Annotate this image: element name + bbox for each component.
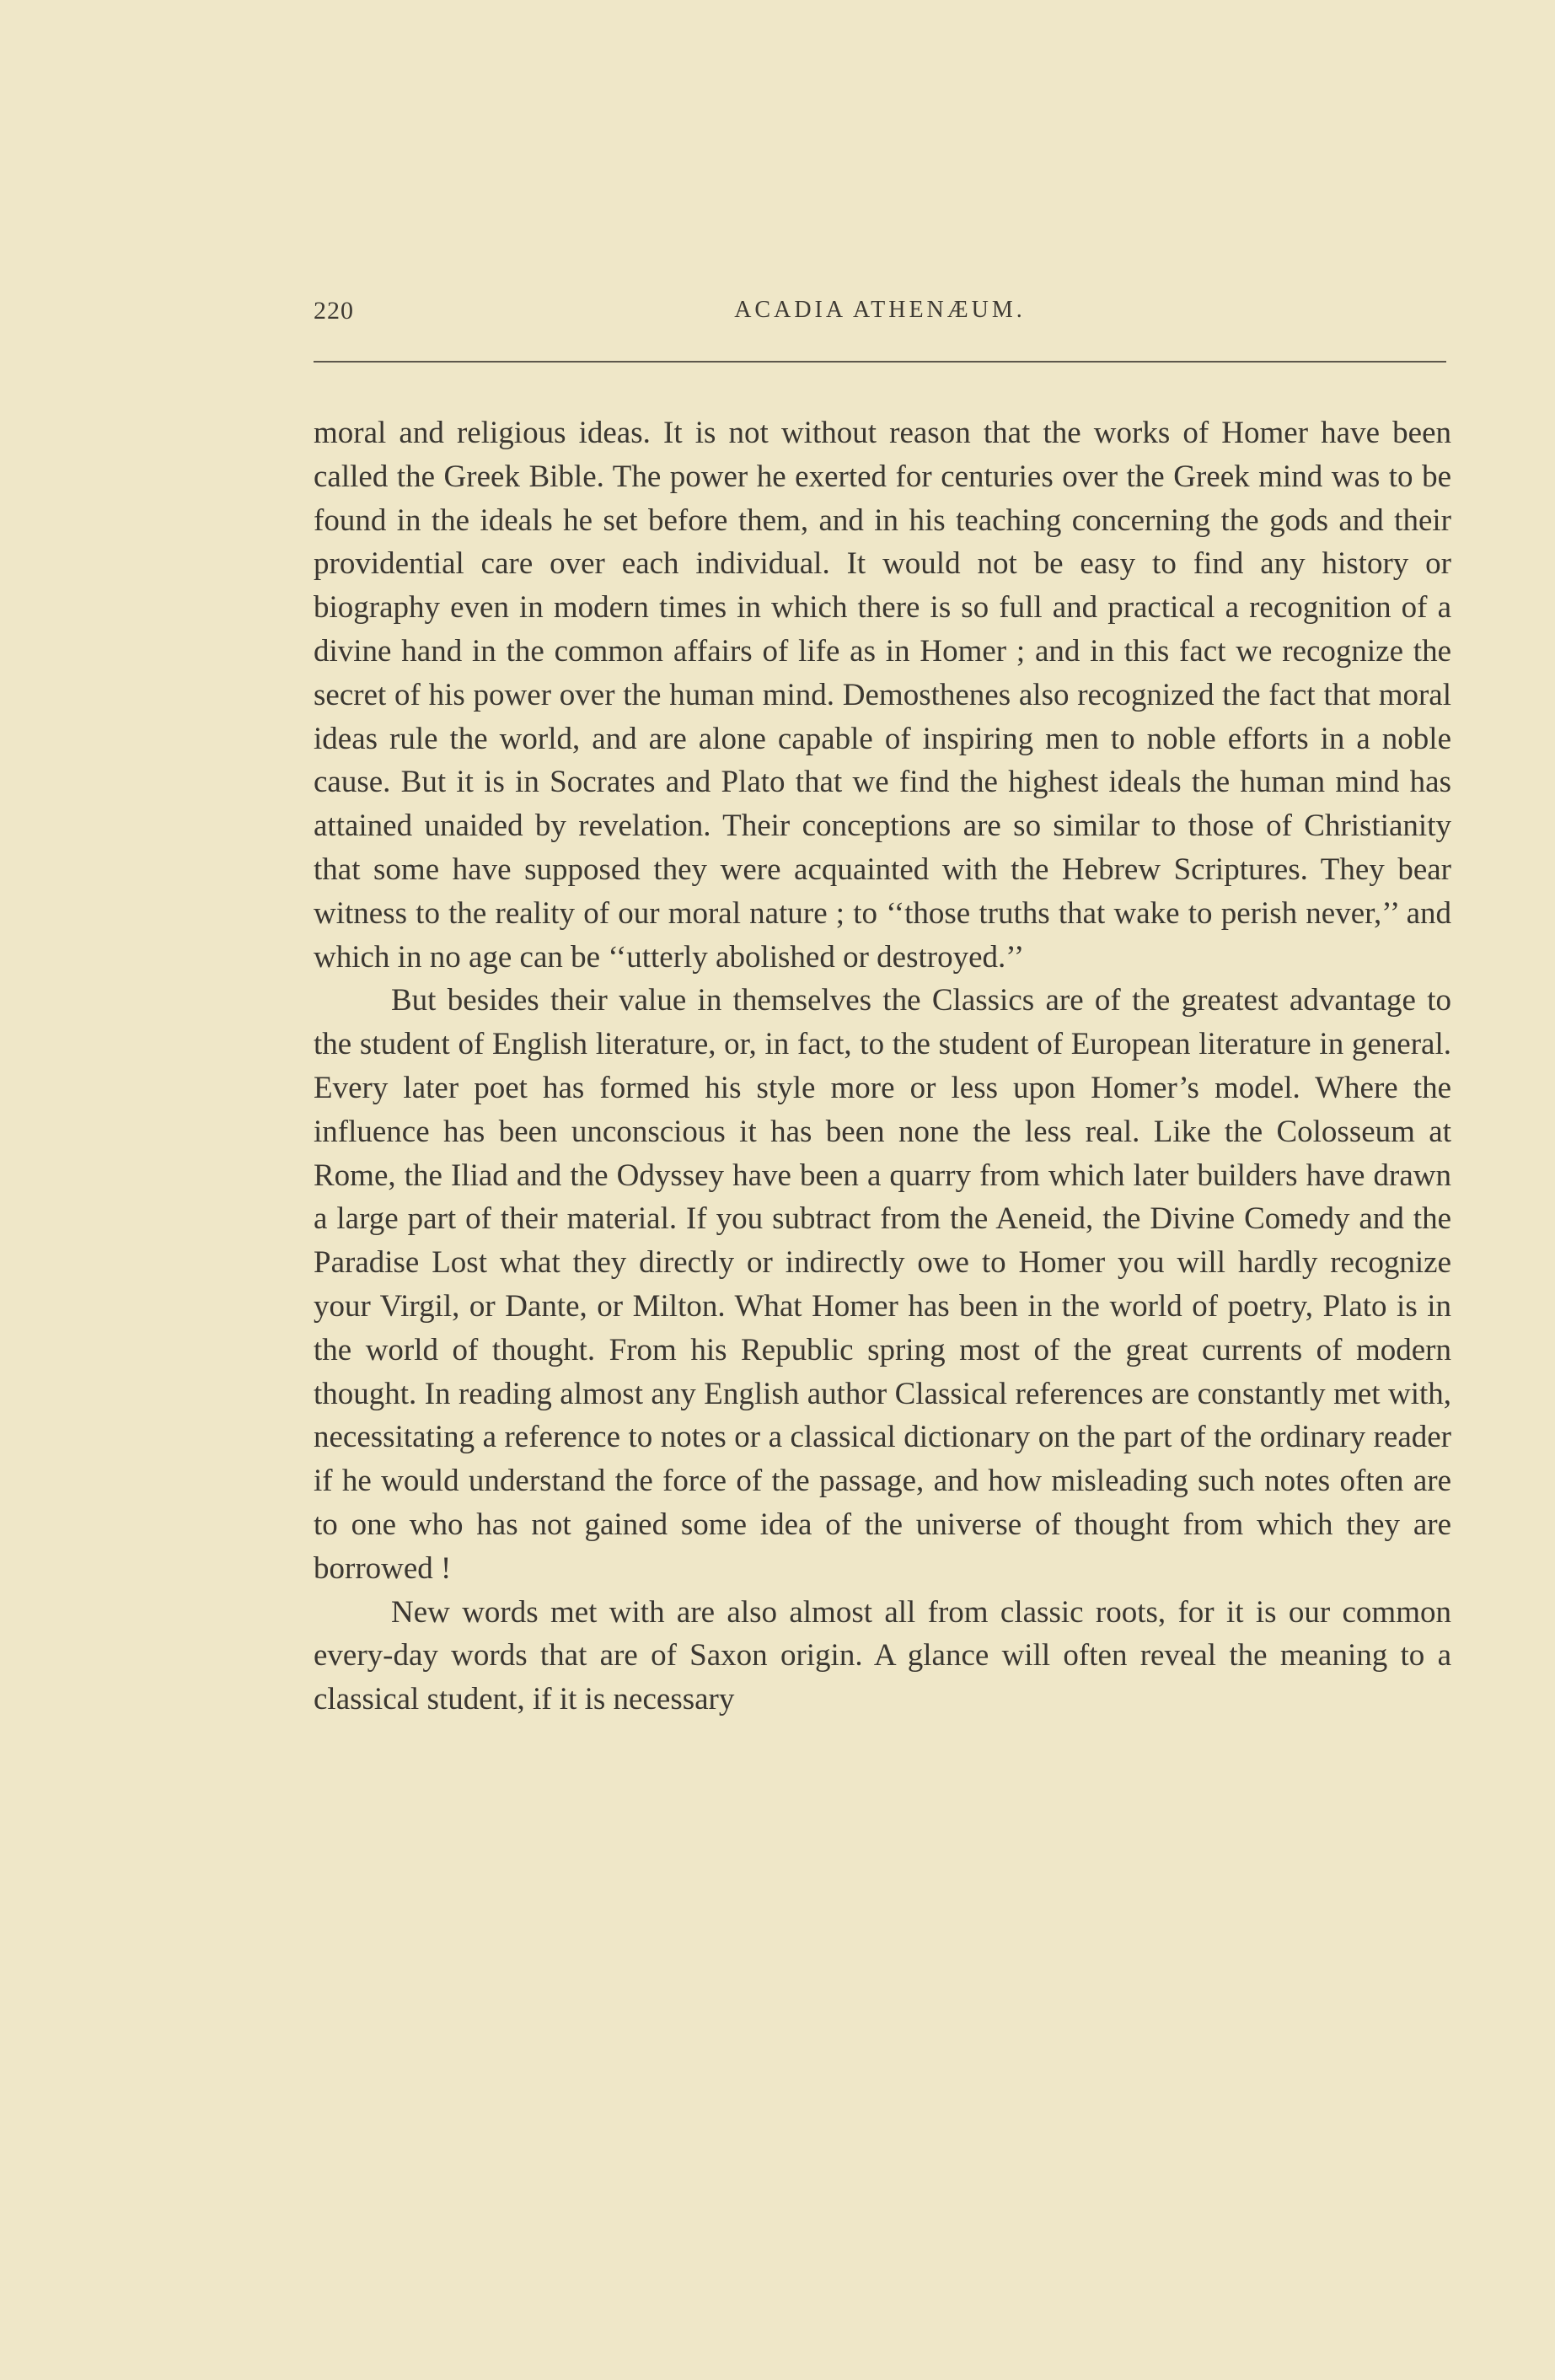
body-text: [314, 411, 1451, 1722]
paragraph-3: New words met with are also almost all from classic roots, for it is our common every-day words that are of Saxon origin. A glance will often reveal the meaning to a classical student, if it is necessary: [314, 1594, 1451, 1717]
page-header: [314, 297, 1446, 330]
running-title: ACADIA ATHENÆUM.: [734, 297, 1026, 323]
paragraph-2: But besides their value in themselves the Classics are of the greatest advantage to the student of English literature, or, in fact, to the student of European literature in general. Every later poet has formed his style more or less upon Homer’s model. Where the influence has been unconscious it has been none the less real. Like the Colosseum at Rome, the Iliad and the Odyssey have been a quarry from which later builders have drawn a large part of their material. If you subtract from the Aeneid, the Divine Comedy and the Paradise Lost what they directly or indirectly owe to Homer you will hardly recognize your Virgil, or Dante, or Milton. What Homer has been in the world of poetry, Plato is in the world of thought. From his Republic spring most of the great currents of modern thought. In reading almost any English author Classical references are constantly met with, necessitating a reference to notes or a classical dictionary on the part of the ordinary reader if he would understand the force of the passage, and how misleading such notes often are to one who has not gained some idea of the universe of thought from which they are borrowed !: [314, 983, 1451, 1586]
header-rule: [314, 361, 1446, 363]
paragraph-1: moral and religious ideas. It is not without reason that the works of Homer have been called the Greek Bible. The power he exerted for centuries over the Greek mind was to be found in the ideals he set before them, and in his teaching concerning the gods and their providential care over each individual. It would not be easy to find any history or biography even in modern times in which there is so full and practical a recognition of a divine hand in the common affairs of life as in Homer ; and in this fact we recognize the secret of his power over the human mind. Demosthenes also recognized the fact that moral ideas rule the world, and are alone capable of inspiring men to noble efforts in a noble cause. But it is in Socrates and Plato that we find the highest ideals the human mind has attained unaided by revelation. Their conceptions are so similar to those of Christianity that some have supposed they were acquainted with the Hebrew Scriptures. They bear witness to the reality of our moral nature ; to ‘‘those truths that wake to perish never,’’ and which in no age can be ‘‘utterly abolished or destroyed.’’: [314, 416, 1451, 975]
page-number: 220: [314, 297, 354, 325]
